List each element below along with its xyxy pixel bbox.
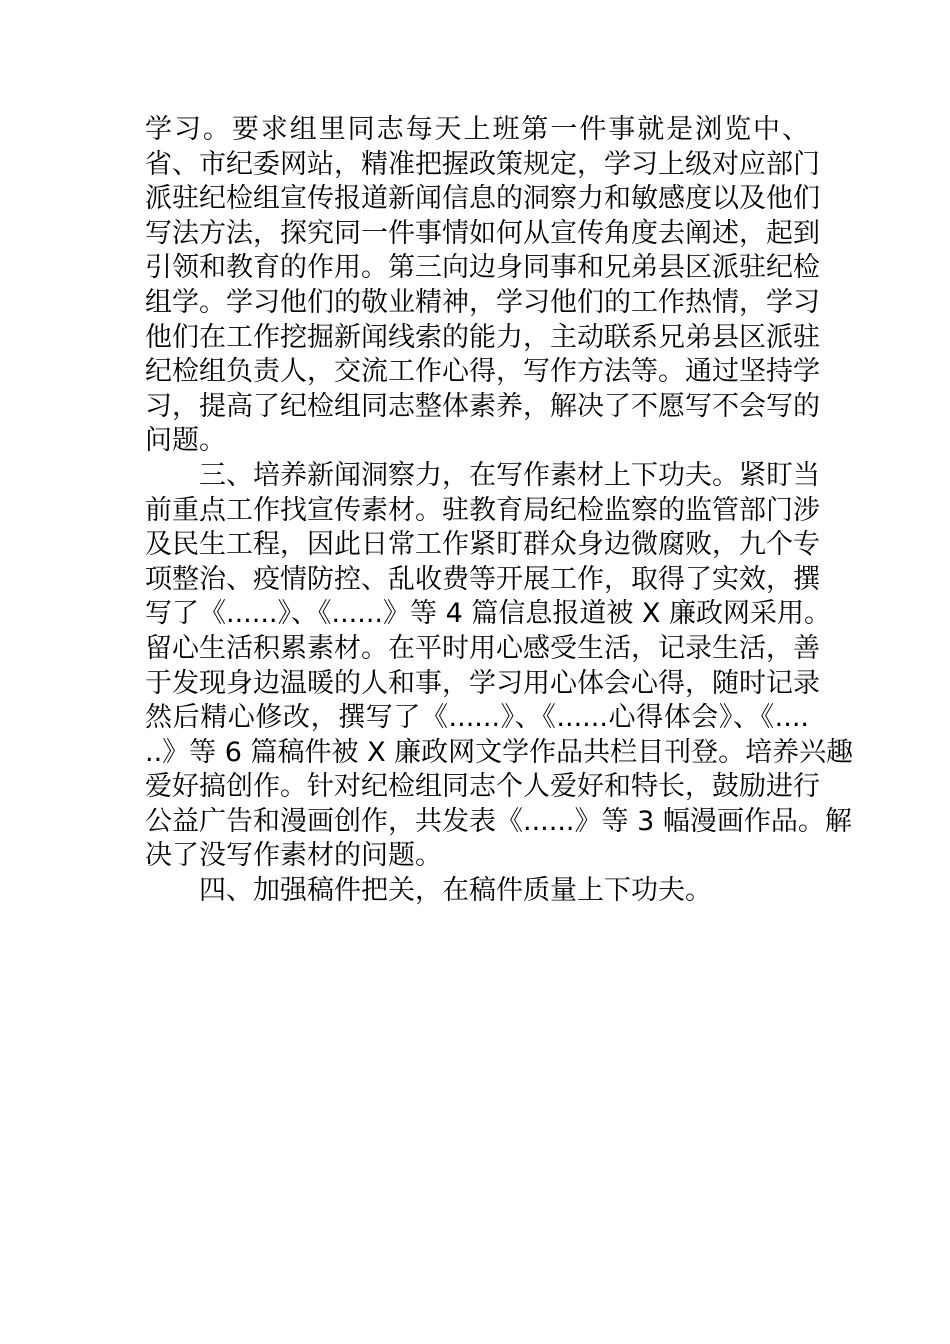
text-line: 他们在工作挖掘新闻线索的能力，主动联系兄弟县区派驻: [145, 321, 820, 353]
text-line: 项整治、疫情防控、乱收费等开展工作，取得了实效，撰: [145, 563, 820, 595]
text-line: 学习。要求组里同志每天上班第一件事就是浏览中、: [145, 114, 809, 145]
text-line: 留心生活积累素材。在平时用心感受生活，记录生活，善: [145, 632, 820, 664]
text-line: 习，提高了纪检组同志整体素养，解决了不愿写不会写的: [145, 390, 820, 422]
text-line: ..》等 6 篇稿件被 X 廉政网文学作品共栏目刊登。培养兴趣: [145, 736, 854, 768]
text-line: 派驻纪检组宣传报道新闻信息的洞察力和敏感度以及他们: [145, 183, 820, 215]
text-line: 写法方法，探究同一件事情如何从宣传角度去阐述，起到: [145, 217, 820, 249]
text-line: 公益广告和漫画创作，共发表《......》等 3 幅漫画作品。解: [145, 805, 852, 837]
text-line: 问题。: [145, 425, 226, 457]
text-line: 爱好搞创作。针对纪检组同志个人爱好和特长，鼓励进行: [145, 771, 820, 803]
section-heading-line: 三、培养新闻洞察力，在写作素材上下功夫。紧盯当: [199, 459, 820, 491]
text-line: 于发现身边温暖的人和事，学习用心体会心得，随时记录: [145, 667, 820, 699]
text-line: 纪检组负责人，交流工作心得，写作方法等。通过坚持学: [145, 356, 820, 388]
text-line: 写了《......》、《......》等 4 篇信息报道被 X 廉政网采用。: [145, 598, 831, 630]
text-line: 引领和教育的作用。第三向边身同事和兄弟县区派驻纪检: [145, 252, 820, 284]
text-line: 及民生工程，因此日常工作紧盯群众身边微腐败，九个专: [145, 529, 820, 561]
text-line: 省、市纪委网站，精准把握政策规定，学习上级对应部门: [145, 148, 820, 180]
text-line: 组学。学习他们的敬业精神，学习他们的工作热情，学习: [145, 286, 820, 318]
text-line: 决了没写作素材的问题。: [145, 840, 442, 872]
body-text: [145, 113, 854, 909]
text-line: 然后精心修改，撰写了《......》、《......心得体会》、《....: [145, 702, 809, 734]
section-heading-line: 四、加强稿件把关，在稿件质量上下功夫。: [199, 875, 712, 907]
text-line: 前重点工作找宣传素材。驻教育局纪检监察的监管部门涉: [145, 494, 820, 526]
